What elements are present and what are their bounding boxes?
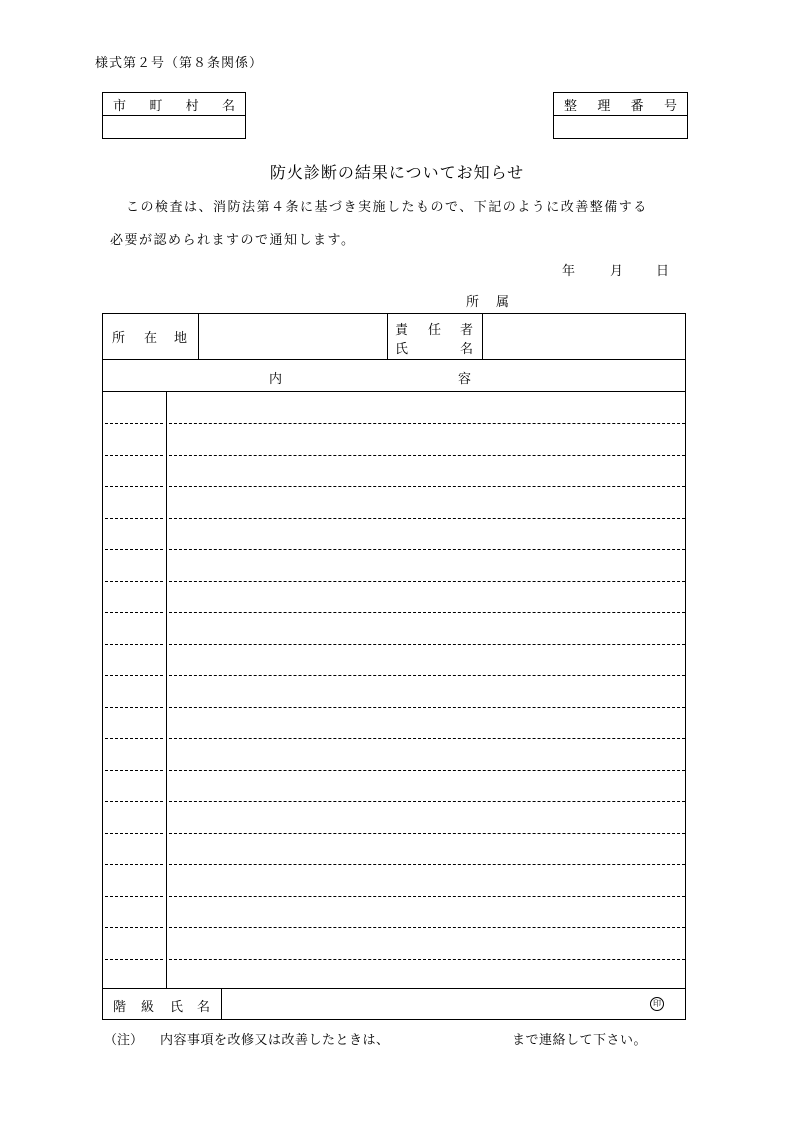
label-char: 番	[630, 98, 644, 114]
date-year-label: 年	[562, 264, 576, 279]
location-field[interactable]	[199, 314, 387, 359]
report-table	[102, 313, 686, 1020]
rank-name-label-char: 階	[113, 1000, 127, 1015]
rank-name-row	[103, 989, 685, 1019]
reference-number-box	[553, 92, 688, 139]
seal-mark-icon: 印	[650, 997, 664, 1011]
body-text-line-2: 必要が認められますので通知します。	[110, 233, 356, 248]
responsible-label-char: 名	[460, 342, 474, 357]
note-text-left: 内容事項を改修又は改善したときは、	[160, 1033, 390, 1048]
location-label-char: 在	[144, 331, 158, 346]
rank-name-label-char: 氏	[170, 1000, 184, 1015]
responsible-name-field[interactable]	[483, 314, 685, 359]
document-title: 防火診断の結果についてお知らせ	[269, 163, 525, 182]
rank-name-label-char: 級	[141, 1000, 155, 1015]
reference-number-field[interactable]	[554, 116, 687, 138]
location-label-char: 地	[174, 331, 188, 346]
label-char: 整	[564, 98, 578, 114]
label-char: 理	[597, 98, 611, 114]
date-day-label: 日	[656, 264, 670, 279]
content-header-char: 容	[458, 372, 472, 387]
date-month-label: 月	[610, 264, 624, 279]
label-char: 市	[113, 98, 127, 114]
label-char: 号	[663, 98, 677, 114]
affiliation-char: 所	[466, 295, 480, 310]
responsible-label-char: 氏	[395, 342, 409, 357]
body-text-line-1: この検査は、消防法第４条に基づき実施したもので、下記のように改善整備する	[126, 200, 648, 215]
content-lines-area[interactable]	[103, 392, 685, 989]
location-row	[103, 314, 685, 360]
municipality-box	[102, 92, 246, 139]
note-prefix: （注）	[104, 1033, 144, 1048]
rank-name-label-char: 名	[197, 1000, 211, 1015]
rank-name-field[interactable]	[222, 989, 642, 1018]
content-header-char: 内	[269, 372, 283, 387]
label-char: 名	[221, 98, 235, 114]
label-char: 町	[149, 98, 163, 114]
form-number: 様式第２号（第８条関係）	[95, 56, 264, 71]
responsible-label-char: 責	[395, 323, 409, 338]
content-header-row	[103, 360, 685, 392]
responsible-label-char: 任	[428, 323, 442, 338]
location-label-char: 所	[112, 331, 126, 346]
affiliation-char: 属	[496, 295, 510, 310]
municipality-field[interactable]	[103, 116, 245, 138]
responsible-label-char: 者	[460, 323, 474, 338]
note-text-right: まで連絡して下さい。	[512, 1033, 648, 1048]
reference-number-label	[554, 93, 687, 116]
label-char: 村	[185, 98, 199, 114]
municipality-label	[103, 93, 245, 116]
